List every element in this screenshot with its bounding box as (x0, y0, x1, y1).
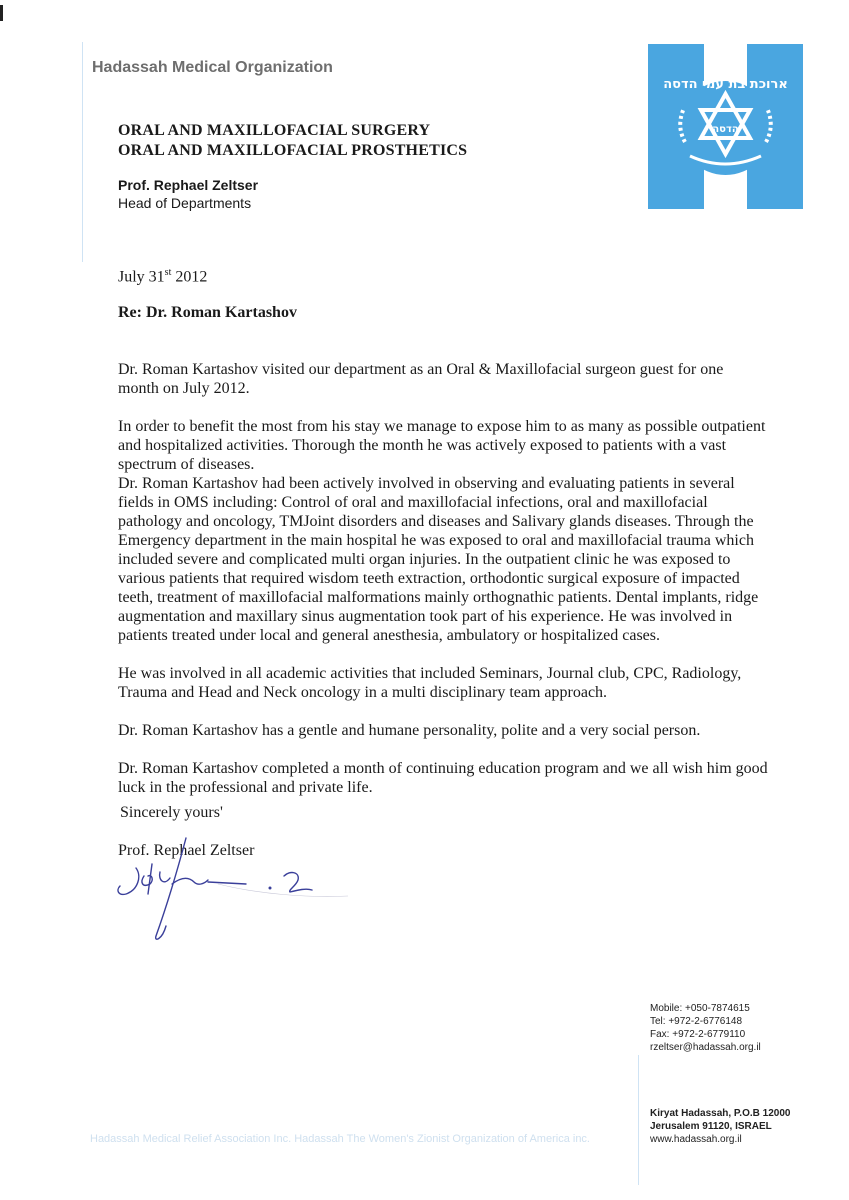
logo-hebrew-text: ארוכת בת עמי הדסה (663, 77, 788, 92)
address-line: Jerusalem 91120, ISRAEL (650, 1121, 772, 1132)
paragraph: In order to benefit the most from his stay we manage to expose him to as many as possible outpatient and hospitalized activities. Thorough the month he was actively exposed to patients with a vast spectrum of diseases. (118, 418, 766, 473)
footer-text: Hadassah Medical Relief Association Inc. Hadassah The Women's Zionist Organization of America inc. (90, 1133, 590, 1145)
closing: Sincerely yours' (120, 804, 223, 821)
org-name: Hadassah Medical Organization (92, 59, 333, 76)
scan-corner-mark (0, 5, 3, 21)
tel-number: Tel: +972-2-6776148 (650, 1016, 743, 1027)
subject-line: Re: Dr. Roman Kartashov (118, 304, 297, 321)
signer-name: Prof. Rephael Zeltser (118, 842, 255, 859)
paragraph: Dr. Roman Kartashov has a gentle and humane personality, polite and a very social person. (118, 722, 701, 739)
svg-text:הדסה: הדסה (712, 124, 739, 135)
paragraph: Dr. Roman Kartashov visited our department as an Oral & Maxillofacial surgeon guest for one month on July 2012. (118, 361, 724, 397)
header-rule (82, 42, 83, 262)
department-head (118, 176, 258, 212)
letter-body (118, 360, 768, 797)
paragraph: Dr. Roman Kartashov completed a month of continuing education program and we all wish him good luck in the professional and private life. (118, 760, 768, 796)
department-surgery: ORAL AND MAXILLOFACIAL SURGERY (118, 122, 431, 139)
email-address: rzeltser@hadassah.org.il (650, 1042, 761, 1053)
department-prosthetics: ORAL AND MAXILLOFACIAL PROSTHETICS (118, 142, 468, 159)
address-line: Kiryat Hadassah, P.O.B 12000 (650, 1108, 791, 1119)
website: www.hadassah.org.il (650, 1134, 742, 1145)
department-names (118, 121, 467, 161)
mobile-number: Mobile: +050-7874615 (650, 1003, 750, 1014)
paragraph: Dr. Roman Kartashov had been actively involved in observing and evaluating patients in several fields in OMS including: Control of oral and maxillofacial infections, oral and maxillofacial pathology and oncology, TMJoint disorders and diseases and Salivary glands diseases. Through the Emergency department in the main hospital he was exposed to oral and maxillofacial trauma which included severe and complicated multi organ injuries. In the outpatient clinic he was exposed to various patients that required wisdom teeth extraction, orthodontic surgical exposure of impacted teeth, treatment of maxillofacial malformations mainly orthognathic patients. Dental implants, ridge augmentation and maxillary sinus augmentation took part of his experience. He was involved in patients treated under local and general anesthesia, ambulatory or hospitalized cases. (118, 475, 759, 644)
paragraph: He was involved in all academic activities that included Seminars, Journal club, CPC, Radiology, Trauma and Head and Neck oncology in a multi disciplinary team approach. (118, 665, 742, 701)
fax-number: Fax: +972-2-6779110 (650, 1029, 746, 1040)
letter-date: July 31st 2012 (118, 267, 208, 286)
hadassah-logo (648, 44, 803, 209)
footer-rule (638, 1055, 639, 1185)
address-block (650, 1107, 790, 1146)
contact-block (650, 1002, 761, 1054)
head-name: Prof. Rephael Zeltser (118, 177, 259, 193)
handwritten-signature (108, 828, 348, 943)
head-title: Head of Departments (118, 195, 252, 211)
